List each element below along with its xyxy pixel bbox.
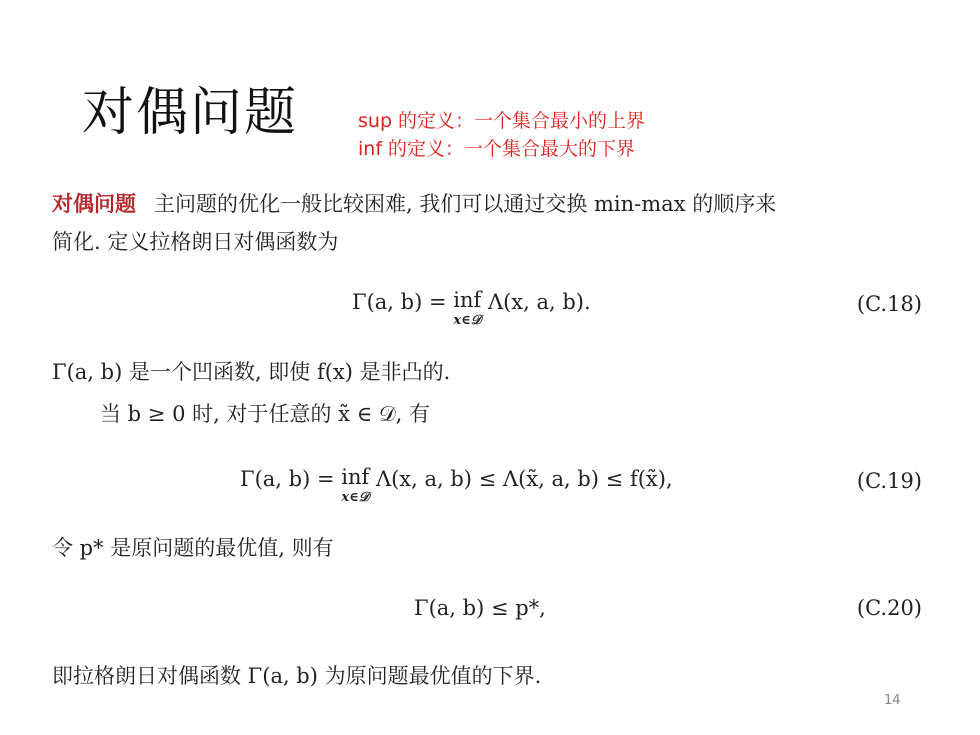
equation-number-c20: (C.20) bbox=[856, 596, 922, 620]
page-number: 14 bbox=[884, 693, 901, 708]
sup-definition-note: sup 的定义：一个集合最小的上界 bbox=[358, 110, 646, 132]
intro-paragraph-line1 bbox=[52, 188, 776, 220]
equation-c19-rhs: Λ(x, a, b) ≤ Λ(x̃, a, b) ≤ f(x̃), bbox=[375, 467, 673, 491]
equation-c18-sub: x∈𝒟 bbox=[453, 313, 482, 328]
inf-definition-note: inf 的定义：一个集合最大的下界 bbox=[358, 138, 636, 160]
intro-text-line1: 主问题的优化一般比较困难, 我们可以通过交换 min-max 的顺序来 bbox=[154, 192, 777, 216]
equation-c19 bbox=[240, 467, 673, 504]
equation-number-c18: (C.18) bbox=[856, 292, 922, 316]
equation-c18-lhs: Γ(a, b) = bbox=[352, 290, 447, 314]
conclusion-statement: 即拉格朗日对偶函数 Γ(a, b) 为原问题最优值的下界. bbox=[52, 664, 542, 688]
equation-c18-inf: inf x∈𝒟 bbox=[453, 288, 482, 328]
condition-statement: 当 b ≥ 0 时, 对于任意的 x̃ ∈ 𝒟, 有 bbox=[100, 402, 430, 426]
equation-c19-inf: inf x∈𝒟 bbox=[341, 465, 370, 505]
equation-c18-rhs: Λ(x, a, b). bbox=[487, 290, 591, 314]
optimal-value-statement: 令 p* 是原问题的最优值, 则有 bbox=[52, 536, 334, 560]
term-dual-problem: 对偶问题 bbox=[52, 191, 136, 216]
equation-number-c19: (C.19) bbox=[856, 469, 922, 493]
equation-c20: Γ(a, b) ≤ p*, bbox=[414, 596, 546, 620]
equation-c19-sub: x∈𝒟 bbox=[341, 490, 370, 505]
concave-statement: Γ(a, b) 是一个凹函数, 即使 f(x) 是非凸的. bbox=[52, 360, 451, 384]
equation-c18 bbox=[352, 290, 591, 327]
equation-c19-lhs: Γ(a, b) = bbox=[240, 467, 335, 491]
intro-paragraph-line2: 简化. 定义拉格朗日对偶函数为 bbox=[52, 230, 339, 254]
slide-title: 对偶问题 bbox=[82, 83, 299, 143]
